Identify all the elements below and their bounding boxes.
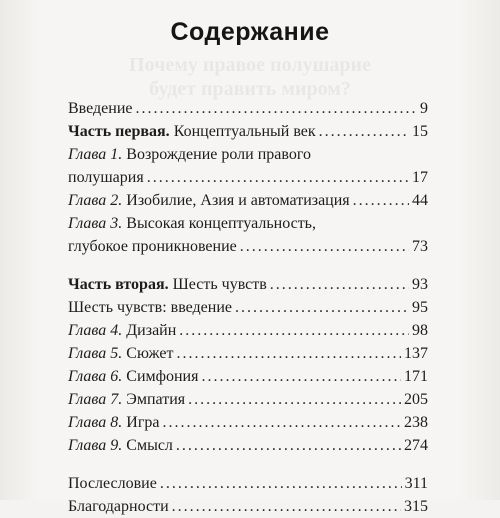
toc-page-number: 44 bbox=[412, 192, 428, 209]
dot-leader bbox=[319, 120, 409, 143]
toc-entry-title: Дизайн bbox=[122, 322, 177, 339]
toc-chapter-label: Глава 9. bbox=[68, 437, 123, 454]
toc-page-number: 238 bbox=[404, 414, 428, 431]
toc-page-number: 311 bbox=[404, 475, 428, 492]
bleed-through-text: Почему правое полушарие bbox=[129, 54, 371, 76]
toc-part-label: Часть первая. bbox=[68, 123, 170, 140]
dot-leader bbox=[172, 495, 401, 518]
toc-entry-title: Игра bbox=[122, 414, 160, 431]
toc-entry-acknowledgements bbox=[68, 495, 428, 518]
toc-part-label: Часть вторая. bbox=[68, 276, 169, 293]
page-title: Содержание bbox=[170, 18, 330, 46]
toc-page-number: 93 bbox=[412, 276, 428, 293]
toc-page-number: 137 bbox=[404, 345, 428, 362]
toc-entry-title: Возрождение роли правого bbox=[122, 146, 311, 163]
dot-leader bbox=[136, 97, 418, 120]
toc-entry-chapter-9 bbox=[68, 434, 428, 457]
toc-page-number: 73 bbox=[412, 238, 428, 255]
toc-entry-chapter-1-continued bbox=[68, 166, 428, 189]
toc-entry-title: Благодарности bbox=[68, 498, 169, 515]
toc-chapter-label: Глава 5. bbox=[68, 345, 123, 362]
toc-entry-title: Сюжет bbox=[122, 345, 174, 362]
toc-entry-title: Введение bbox=[68, 100, 133, 117]
dot-leader bbox=[188, 388, 401, 411]
toc-chapter-label: Глава 1. bbox=[68, 146, 123, 163]
dot-leader bbox=[179, 319, 409, 342]
toc-chapter-label: Глава 2. bbox=[68, 192, 123, 209]
toc-page-number: 15 bbox=[412, 123, 428, 140]
toc-entry-title: Послесловие bbox=[68, 475, 157, 492]
toc-entry-chapter-7 bbox=[68, 388, 428, 411]
toc-page-number: 171 bbox=[404, 368, 428, 385]
toc-entry-title-continuation: полушария bbox=[68, 169, 144, 186]
toc-chapter-label: Глава 3. bbox=[68, 215, 123, 232]
dot-leader bbox=[235, 296, 409, 319]
dot-leader bbox=[353, 189, 409, 212]
dot-leader bbox=[240, 235, 409, 258]
dot-leader bbox=[176, 434, 401, 457]
dot-leader bbox=[201, 365, 401, 388]
section-spacer bbox=[68, 457, 428, 472]
toc-entry-chapter-6 bbox=[68, 365, 428, 388]
toc-page-number: 205 bbox=[404, 391, 428, 408]
toc-entry-introduction bbox=[68, 97, 428, 120]
toc-page-number: 17 bbox=[412, 169, 428, 186]
toc-entry-part-two bbox=[68, 273, 428, 296]
dot-leader bbox=[162, 411, 401, 434]
toc-page-number: 315 bbox=[404, 498, 428, 515]
toc-entry-title: Концептуальный век bbox=[169, 123, 316, 140]
toc-entry-title: Симфония bbox=[122, 368, 199, 385]
toc-entry-part-one bbox=[68, 120, 428, 143]
section-spacer bbox=[68, 258, 428, 273]
toc-entry-title: Шесть чувств: введение bbox=[68, 299, 233, 316]
toc-entry-chapter-4 bbox=[68, 319, 428, 342]
toc-entry-afterword bbox=[68, 472, 428, 495]
toc-entry-title: Смысл bbox=[122, 437, 173, 454]
dot-leader bbox=[147, 166, 409, 189]
dot-leader bbox=[176, 342, 401, 365]
bleed-through-text: будет править миром? bbox=[149, 78, 351, 100]
toc-page-number: 95 bbox=[412, 299, 428, 316]
dot-leader bbox=[270, 273, 409, 296]
toc-chapter-label: Глава 7. bbox=[68, 391, 123, 408]
toc-chapter-label: Глава 4. bbox=[68, 322, 123, 339]
toc-entry-chapter-2 bbox=[68, 189, 428, 212]
toc-entry-title: Шесть чувств bbox=[168, 276, 267, 293]
toc-entry-chapter-1 bbox=[68, 143, 428, 166]
toc-page-number: 9 bbox=[420, 100, 428, 117]
toc-chapter-label: Глава 8. bbox=[68, 414, 123, 431]
table-of-contents bbox=[68, 97, 428, 518]
toc-chapter-label: Глава 6. bbox=[68, 368, 123, 385]
toc-entry-title: Эмпатия bbox=[122, 391, 186, 408]
toc-entry-title: Изобилие, Азия и автоматизация bbox=[122, 192, 350, 209]
toc-entry-title: Высокая концептуальность, bbox=[122, 215, 316, 232]
toc-entry-chapter-3-continued bbox=[68, 235, 428, 258]
toc-entry-chapter-3 bbox=[68, 212, 428, 235]
dot-leader bbox=[160, 472, 402, 495]
toc-entry-chapter-8 bbox=[68, 411, 428, 434]
toc-page-number: 274 bbox=[404, 437, 428, 454]
toc-entry-six-senses-intro bbox=[68, 296, 428, 319]
toc-entry-chapter-5 bbox=[68, 342, 428, 365]
toc-entry-title-continuation: глубокое проникновение bbox=[68, 238, 237, 255]
toc-page-number: 98 bbox=[412, 322, 428, 339]
